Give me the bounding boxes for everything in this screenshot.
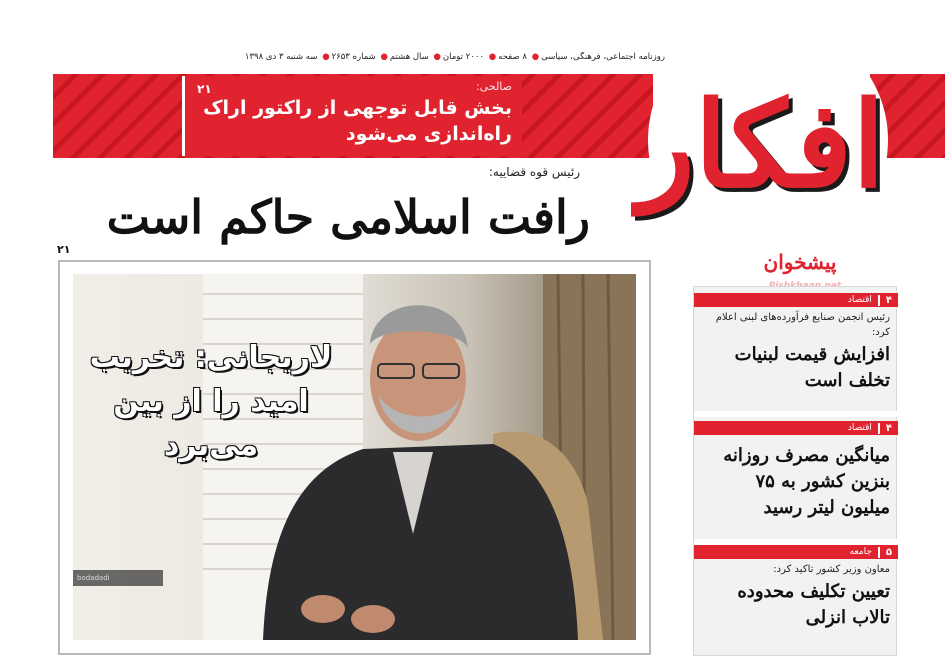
section-page-number: ۴ (878, 423, 892, 434)
section-label: اقتصاد (847, 423, 872, 433)
section-header (694, 293, 898, 307)
main-headline[interactable]: رافت اسلامی حاکم است (106, 190, 590, 244)
sidebar-kicker: رئیس انجمن صنایع فرآورده‌های لبنی اعلام کرد: (715, 312, 890, 338)
newspaper-logo: افکار (637, 75, 885, 214)
teaser-headline: بخش قابل توجهی از راکتور اراک راه‌اندازی می‌شود (203, 97, 512, 145)
issue-meta-line: روزنامه اجتماعی، فرهنگی، سیاسی● ۸ صفحه● ۲۰۰۰ تومان● سال هشتم● شماره ۲۶۵۳● سه شنبه ۳ دی ۱۳۹۸ (244, 52, 665, 62)
sidebar-headline: تعیین تکلیف محدوده تالاب انزلی (737, 581, 890, 628)
section-header (694, 421, 898, 435)
meta-year: سال هشتم (389, 52, 429, 62)
meta-price: ۲۰۰۰ تومان (442, 52, 485, 62)
meta-issue: شماره ۲۶۵۳ (331, 52, 376, 62)
sidebar-headline: میانگین مصرف روزانه بنزین کشور به ۷۵ میلیون لیتر رسید (723, 445, 890, 518)
section-label: جامعه (849, 547, 872, 557)
sidebar-headline: افزایش قیمت لبنیات تخلف است (734, 344, 890, 391)
meta-type: روزنامه اجتماعی، فرهنگی، سیاسی (541, 52, 665, 62)
teaser-page-number: ۲۱ (197, 82, 212, 96)
section-page-number: ۵ (878, 547, 892, 558)
teaser-kicker: صالحی: (475, 80, 512, 93)
meta-date: سه شنبه ۳ دی ۱۳۹۸ (244, 52, 318, 62)
photo-headline[interactable]: لاریجانی: تخریب امید را از بین می‌برد (89, 340, 333, 463)
main-kicker: رئیس قوه قضاییه: (488, 165, 580, 179)
main-page-number: ۲۱ (57, 243, 71, 256)
section-header (694, 545, 898, 559)
pishkhaan-logo: پیشخوان (763, 250, 837, 274)
sidebar-news (693, 286, 897, 656)
section-label: اقتصاد (847, 295, 872, 305)
sidebar-item[interactable] (694, 545, 898, 631)
section-page-number: ۴ (878, 295, 892, 306)
photo-credit: bodadadi (73, 570, 163, 586)
sidebar-divider (694, 411, 898, 417)
sidebar-kicker: معاون وزیر کشور تاکید کرد: (773, 564, 890, 575)
meta-pages: ۸ صفحه (498, 52, 527, 62)
teaser-story[interactable] (182, 76, 522, 156)
sidebar-item[interactable] (694, 293, 898, 394)
sidebar-item[interactable] (694, 421, 898, 521)
lead-photo[interactable] (73, 274, 636, 640)
